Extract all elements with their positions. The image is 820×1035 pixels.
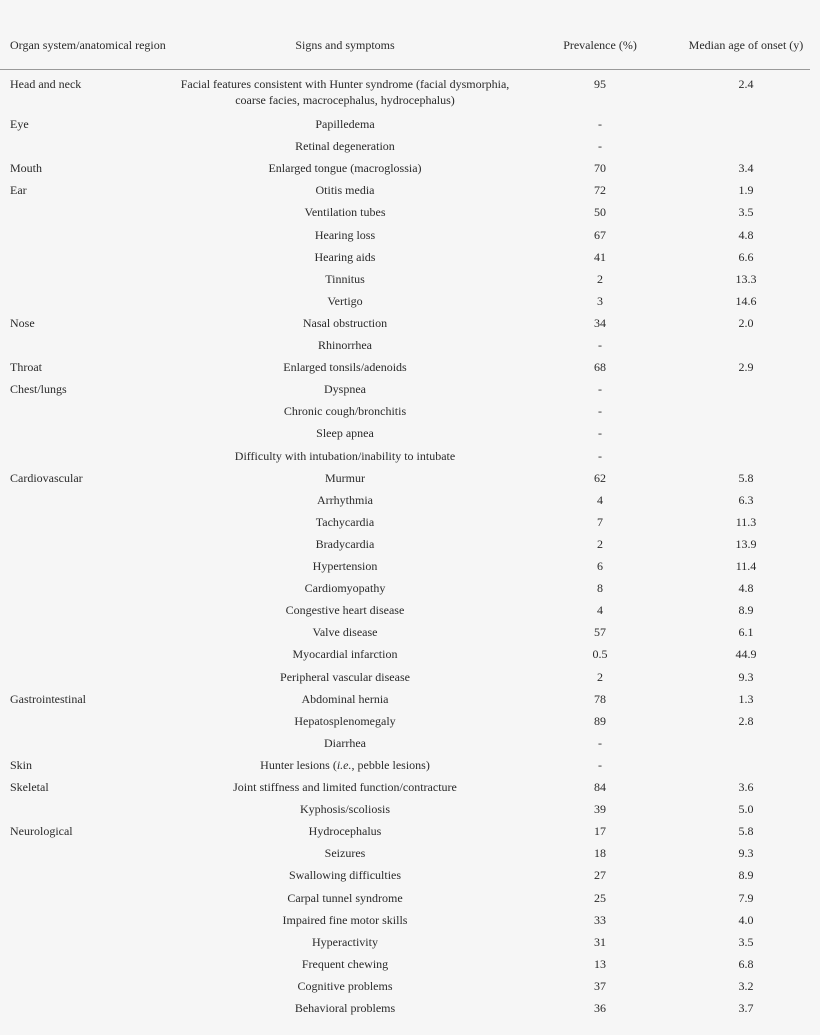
- prevalence-cell: 25: [594, 890, 606, 905]
- median-age-cell: 3.2: [738, 978, 754, 993]
- median-age-cell: 4.8: [738, 227, 754, 242]
- table-row: [0, 245, 820, 267]
- organ-cell: Throat: [10, 360, 42, 375]
- median-age-cell: 13.9: [735, 536, 757, 551]
- median-age-cell: 13.3: [735, 271, 757, 286]
- table-row: [0, 753, 820, 775]
- signs-cell: Papilledema: [315, 117, 375, 131]
- signs-cell: Kyphosis/scoliosis: [299, 802, 390, 817]
- table-row: [0, 532, 820, 554]
- median-age-cell: 6.3: [738, 492, 754, 507]
- signs-cell: Vertigo: [327, 293, 363, 308]
- signs-cell: Behavioral problems: [294, 1001, 396, 1015]
- median-age-cell: 2.9: [738, 360, 754, 375]
- prevalence-cell: -: [598, 338, 602, 352]
- signs-cell: Tachycardia: [315, 514, 375, 529]
- table-row: [0, 421, 820, 443]
- prevalence-cell: 8: [597, 581, 603, 596]
- signs-cell: Hearing aids: [314, 249, 376, 264]
- prevalence-cell: -: [598, 448, 602, 463]
- signs-cell: Hepatosplenomegaly: [294, 713, 396, 728]
- table-row: [0, 930, 820, 952]
- table-row: [0, 178, 820, 200]
- signs-cell: Hydrocephalus: [308, 824, 382, 839]
- prevalence-cell: 3: [597, 293, 603, 308]
- header-prevalence: Prevalence (%): [563, 38, 637, 52]
- signs-cell: Cognitive problems: [297, 978, 393, 993]
- median-age-cell: 2.0: [738, 315, 754, 330]
- median-age-cell: 44.9: [735, 647, 757, 662]
- table-row: [0, 908, 820, 930]
- organ-cell: Head and neck: [10, 77, 82, 91]
- table-row: [0, 974, 820, 996]
- table-row: [0, 797, 820, 819]
- prevalence-cell: 70: [594, 161, 606, 176]
- signs-cell: Facial features consistent with Hunter syndrome (facial dysmorphia, coarse facies, macrocephalus, hydrocephalus): [180, 77, 510, 107]
- prevalence-cell: 2: [597, 536, 603, 551]
- table-row: [0, 311, 820, 333]
- signs-cell: Peripheral vascular disease: [280, 669, 410, 684]
- median-age-cell: 3.6: [738, 780, 754, 794]
- median-age-cell: 3.4: [738, 161, 754, 176]
- signs-cell: Hearing loss: [314, 227, 376, 242]
- median-age-cell: 14.6: [735, 293, 757, 308]
- signs-cell: Enlarged tonsils/adenoids: [283, 360, 407, 375]
- signs-cell: Myocardial infarction: [292, 647, 398, 662]
- signs-cell: Congestive heart disease: [285, 603, 405, 618]
- prevalence-cell: -: [598, 404, 602, 419]
- median-age-cell: 8.9: [738, 603, 754, 618]
- prevalence-cell: 68: [594, 360, 606, 375]
- header-organ-system: Organ system/anatomical region: [10, 38, 166, 52]
- signs-cell: Joint stiffness and limited function/contracture: [233, 780, 457, 794]
- median-age-cell: 8.9: [738, 868, 754, 883]
- prevalence-cell: -: [598, 426, 602, 441]
- signs-cell: Murmur: [325, 470, 365, 485]
- table-row: [0, 819, 820, 841]
- prevalence-cell: 78: [594, 691, 606, 706]
- table-row: [0, 598, 820, 620]
- prevalence-cell: 0.5: [592, 647, 608, 662]
- median-age-cell: 4.0: [738, 912, 754, 927]
- signs-cell: Abdominal hernia: [301, 691, 389, 706]
- prevalence-cell: 95: [594, 77, 606, 91]
- prevalence-cell: 34: [594, 315, 606, 330]
- prevalence-cell: 72: [594, 183, 606, 198]
- table-row: [0, 775, 820, 797]
- signs-cell: Bradycardia: [315, 536, 375, 551]
- table-row: [0, 863, 820, 885]
- prevalence-cell: 31: [594, 934, 606, 949]
- table-row: [0, 333, 820, 355]
- prevalence-cell: 18: [594, 846, 606, 861]
- prevalence-cell: 2: [597, 271, 603, 286]
- signs-cell: Dyspnea: [324, 382, 366, 397]
- table-row: [0, 576, 820, 598]
- signs-cell: Seizures: [324, 846, 366, 861]
- table-row: [0, 200, 820, 222]
- signs-cell: Tinnitus: [325, 271, 365, 286]
- table-header: [0, 36, 820, 70]
- prevalence-cell: 33: [594, 912, 606, 927]
- median-age-cell: 2.4: [738, 77, 754, 91]
- median-age-cell: 9.3: [738, 669, 754, 684]
- table-row: [0, 886, 820, 908]
- signs-cell: Hyperactivity: [312, 934, 378, 949]
- organ-cell: Cardiovascular: [10, 470, 83, 485]
- signs-cell: Arrhythmia: [317, 492, 373, 507]
- prevalence-cell: -: [598, 382, 602, 397]
- table-row: [0, 709, 820, 731]
- table-row: [0, 399, 820, 421]
- table-row: [0, 731, 820, 753]
- prevalence-cell: 4: [597, 603, 603, 618]
- header-median-age: Median age of onset (y): [688, 38, 804, 52]
- signs-cell: Diarrhea: [324, 735, 366, 750]
- prevalence-cell: 84: [594, 780, 606, 794]
- organ-cell: Skeletal: [10, 780, 49, 794]
- median-age-cell: 2.8: [738, 713, 754, 728]
- signs-cell: Enlarged tongue (macroglossia): [268, 161, 422, 176]
- median-age-cell: 6.1: [738, 625, 754, 640]
- prevalence-cell: 89: [594, 713, 606, 728]
- median-age-cell: 9.3: [738, 846, 754, 861]
- prevalence-cell: 62: [594, 470, 606, 485]
- prevalence-cell: 37: [594, 978, 606, 993]
- table-row: [0, 134, 820, 156]
- signs-cell: Chronic cough/bronchitis: [283, 404, 407, 419]
- prevalence-cell: 2: [597, 669, 603, 684]
- prevalence-cell: 4: [597, 492, 603, 507]
- header-divider: [0, 69, 810, 70]
- prevalence-cell: 57: [594, 625, 606, 640]
- signs-cell: Difficulty with intubation/inability to intubate: [234, 448, 456, 463]
- signs-cell: Valve disease: [312, 625, 378, 640]
- table-row: [0, 444, 820, 466]
- table-row: [0, 289, 820, 311]
- table-row: [0, 466, 820, 488]
- prevalence-cell: 13: [594, 956, 606, 971]
- signs-cell: Hypertension: [312, 559, 378, 573]
- median-age-cell: 11.4: [735, 559, 757, 573]
- median-age-cell: 1.9: [738, 183, 754, 198]
- table-row: [0, 377, 820, 399]
- table-row: [0, 841, 820, 863]
- prevalence-cell: 67: [594, 227, 606, 242]
- table-row: [0, 665, 820, 687]
- signs-cell: Otitis media: [315, 183, 375, 198]
- organ-cell: Ear: [10, 183, 27, 198]
- prevalence-cell: 41: [594, 249, 606, 264]
- signs-cell: Sleep apnea: [316, 426, 374, 441]
- prevalence-cell: 39: [594, 802, 606, 817]
- signs-cell: Frequent chewing: [301, 956, 389, 971]
- prevalence-cell: 36: [594, 1001, 606, 1015]
- signs-cell: Carpal tunnel syndrome: [287, 890, 403, 905]
- median-age-cell: 3.5: [738, 934, 754, 949]
- prevalence-cell: -: [598, 117, 602, 131]
- organ-cell: Mouth: [10, 161, 43, 176]
- prevalence-cell: 17: [594, 824, 606, 839]
- table-row: [0, 355, 820, 377]
- prevalence-cell: -: [598, 757, 602, 772]
- prevalence-cell: 50: [594, 205, 606, 220]
- organ-cell: Neurological: [10, 824, 73, 839]
- median-age-cell: 4.8: [738, 581, 754, 596]
- prevalence-cell: -: [598, 735, 602, 750]
- median-age-cell: 3.5: [738, 205, 754, 220]
- prevalence-cell: 7: [597, 514, 603, 529]
- table-row: [0, 112, 820, 134]
- table-row: [0, 267, 820, 289]
- signs-cell: Cardiomyopathy: [304, 581, 386, 596]
- organ-cell: Eye: [10, 117, 29, 131]
- median-age-cell: 11.3: [735, 514, 757, 529]
- signs-cell: Hunter lesions (i.e., pebble lesions): [260, 757, 430, 772]
- signs-cell: Retinal degeneration: [295, 139, 395, 154]
- table-row: [0, 223, 820, 245]
- median-age-cell: 5.8: [738, 824, 754, 839]
- table-row: [0, 510, 820, 532]
- organ-cell: Chest/lungs: [10, 382, 67, 397]
- table-row: [0, 620, 820, 642]
- table-row: [0, 156, 820, 178]
- signs-cell: Impaired fine motor skills: [282, 912, 408, 927]
- table-row: [0, 996, 820, 1018]
- median-age-cell: 6.8: [738, 956, 754, 971]
- signs-cell: Nasal obstruction: [302, 315, 388, 330]
- table-row: [0, 488, 820, 510]
- prevalence-cell: -: [598, 139, 602, 154]
- table-row: [0, 687, 820, 709]
- signs-cell: Ventilation tubes: [304, 205, 386, 220]
- median-age-cell: 5.8: [738, 470, 754, 485]
- prevalence-cell: 27: [594, 868, 606, 883]
- header-signs-symptoms: Signs and symptoms: [295, 38, 395, 52]
- organ-cell: Skin: [10, 757, 33, 772]
- median-age-cell: 7.9: [738, 890, 754, 905]
- organ-cell: Gastrointestinal: [10, 691, 86, 706]
- signs-cell: Swallowing difficulties: [288, 868, 402, 883]
- median-age-cell: 5.0: [738, 802, 754, 817]
- table-row: [0, 952, 820, 974]
- table-row: [0, 74, 820, 112]
- table-row: [0, 642, 820, 664]
- prevalence-cell: 6: [597, 559, 603, 573]
- median-age-cell: 1.3: [738, 691, 754, 706]
- median-age-cell: 3.7: [738, 1001, 754, 1015]
- signs-cell: Rhinorrhea: [318, 338, 372, 352]
- table-row: [0, 554, 820, 576]
- median-age-cell: 6.6: [738, 249, 754, 264]
- organ-cell: Nose: [10, 315, 35, 330]
